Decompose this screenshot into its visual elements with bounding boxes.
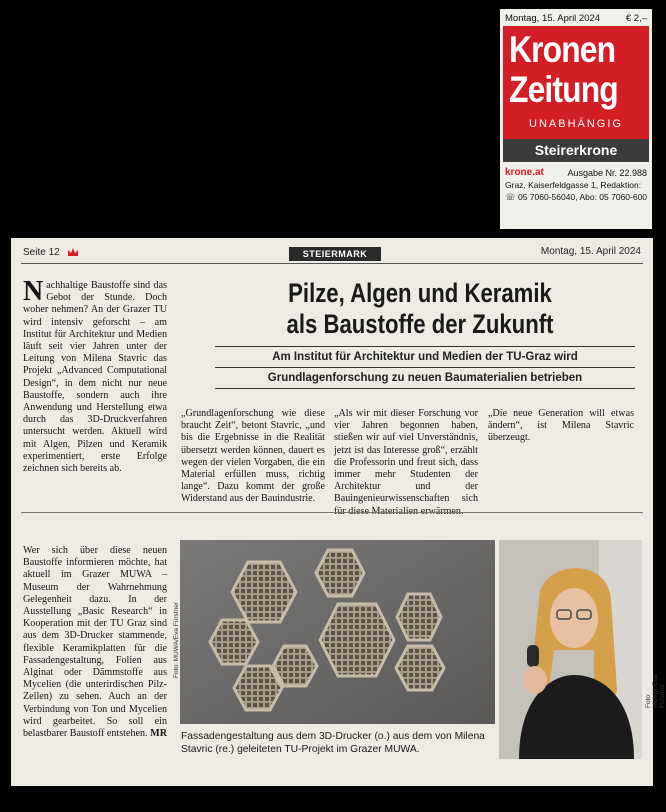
logo-line1: Kronen bbox=[509, 29, 616, 70]
photo-milena-stavric bbox=[499, 540, 642, 759]
masthead-logo bbox=[503, 26, 649, 162]
headline bbox=[245, 278, 594, 340]
masthead bbox=[500, 9, 652, 229]
logo-tagline: UNABHÄNGIG bbox=[529, 118, 623, 130]
subheadline-line-1: Am Institut für Architektur und Medien der TU-Graz wird bbox=[272, 351, 578, 363]
divider bbox=[21, 263, 643, 264]
masthead-date: Montag, 15. April 2024 bbox=[505, 13, 601, 24]
drop-cap: N bbox=[23, 276, 44, 307]
author-initials: MR bbox=[150, 728, 167, 740]
article-column-1 bbox=[23, 276, 167, 475]
masthead-price: € 2,– bbox=[625, 13, 647, 24]
article-column-5 bbox=[23, 545, 167, 740]
photo-credit-2: Foto: MUWA/Eva Fürstner bbox=[645, 674, 666, 708]
masthead-issue: Ausgabe Nr. 22.988 bbox=[567, 168, 647, 178]
masthead-phones bbox=[505, 192, 647, 203]
masthead-address: Graz, Kaiserfeldgasse 1, Redaktion: bbox=[505, 180, 642, 190]
subheadline-line-2: Grundlagenforschung zu neuen Baumaterialien betrieben bbox=[267, 372, 583, 384]
masthead-website: krone.at bbox=[505, 167, 544, 178]
photo-caption: Fassadengestaltung aus dem 3D-Drucker (o.) aus dem von Milena Stavric (re.) geleiteten TU-Projekt im Grazer MUWA. bbox=[181, 731, 485, 755]
column-1-text: achhaltige Baustoffe sind das Gebot der Stunde. Doch woher nehmen? An der Grazer TU wird intensiv geforscht – am Institut für Architektur und Medien läuft seit vier Jahren unter der Leitung von Milena Stavric das Projekt „Advanced Computational Design“, in dem nicht nur neue Baustoffe, sondern auch ihre Anwendung und Herstellung etwa durch das 3D-Druckverfahren untersucht werden. Aktuell wird mit Algen, Pilzen und Keramik experimentiert, erste Erfolge zeichnen sich bereits ab. bbox=[23, 280, 167, 475]
page-number: Seite 12 bbox=[23, 247, 60, 258]
section-label: STEIERMARK bbox=[289, 247, 381, 261]
page-date: Montag, 15. April 2024 bbox=[540, 246, 641, 257]
crown-icon bbox=[67, 247, 79, 257]
phone-icon: ☏ bbox=[505, 192, 518, 202]
portrait-image bbox=[499, 540, 642, 759]
newspaper-page bbox=[11, 238, 666, 786]
masthead-phone-text: 05 7060-56040, Abo: 05 7060-600 bbox=[518, 192, 648, 202]
divider bbox=[215, 367, 635, 368]
photo-credit-1: Foto: MUWA/Eva Fürstner bbox=[173, 602, 180, 678]
headline-line-1: Pilze, Algen und Keramik bbox=[288, 278, 552, 308]
divider bbox=[215, 388, 635, 389]
headline-line-2: als Baustoffe der Zukunft bbox=[286, 309, 554, 339]
photo-facade-tiles bbox=[180, 540, 495, 724]
column-5-text: Wer sich über diese neuen Baustoffe informieren möchte, hat aktuell im Grazer MUWA – Museum der Wahrnehmung Gelegenheit dazu. In der Ausstellung „Basic Research“ in Kooperation mit der TU Graz sind aus dem 3D-Drucker stammende, flexible Keramikplatten für die Fassadengestaltung, Folien aus Alginat oder Dämmstoffe aus Mycelien (die unterirdischen Pilz-Zellen) zu sehen. Auch an der Verbindung von Ton und Mycelien wird gearbeitet. So soll ein belastbarer Baustoff entstehen. bbox=[23, 545, 167, 740]
divider bbox=[21, 512, 643, 513]
article-column-3: „Als wir mit dieser Forschung vor vier Jahren begonnen haben, stießen wir auf viel Unverständnis, jetzt ist das Interesse groß“, erzählt die Professorin und freut sich, dass immer mehr Studenten der Architektur und der Bauingenieurwissenschaften sich bbox=[334, 408, 478, 505]
article-column-2: „Grundlagenforschung wie diese braucht Zeit“, betont Stavric, „und bis die Ergebnisse in die Realität übersetzt werden können, dauert es wegen der vielen Vorgaben, die ein Material erfüllen muss, richtig lange“. Dazu kommt der große Widerstand aus der Bauindustrie. bbox=[181, 408, 325, 505]
article-column-4: „Die neue Generation will etwas ändern“, ist Milena Stavric überzeugt. bbox=[488, 408, 634, 444]
divider bbox=[215, 346, 635, 347]
logo-line2: Zeitung bbox=[509, 69, 618, 110]
edition-bar: Steirerkrone bbox=[503, 139, 649, 162]
hexagon-tiles-image bbox=[180, 540, 495, 724]
